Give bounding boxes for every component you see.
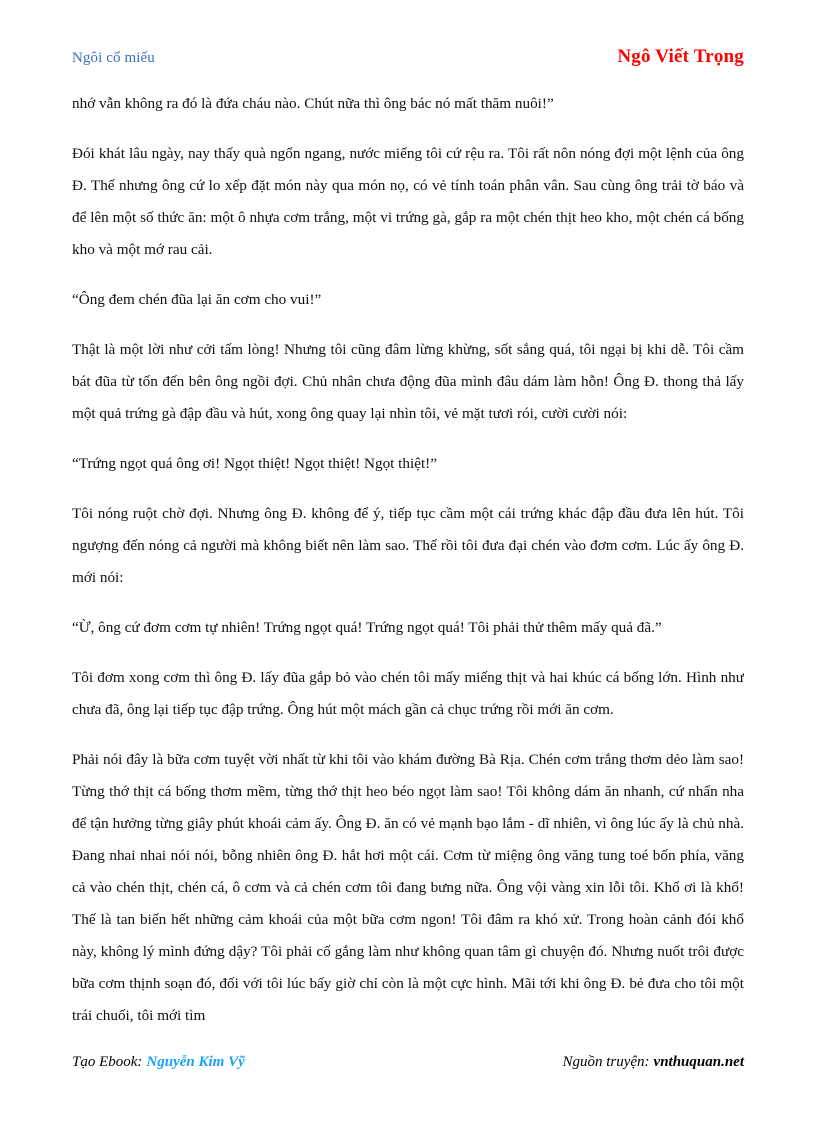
paragraph: Phải nói đây là bữa cơm tuyệt vời nhất từ khi tôi vào khám đường Bà Rịa. Chén cơm trắng thơm dẻo làm sao! Từng thớ thịt cá bống thơm mềm, từng thớ thịt heo béo ngọt làm sao! Tôi không dám ăn nhanh, cứ nhẩn nha để tận hưởng từng giây phút khoái cảm ấy. Ông Đ. ăn có vẻ mạnh bạo lắm - dĩ nhiên, vì ông lúc ấy là chủ nhà. Đang nhai nhai nói nói, bỗng nhiên ông Đ. hắt hơi một cái. Cơm từ miệng ông văng tung toé bốn phía, văng cả vào chén thịt, chén cá, ô cơm và cả chén cơm tôi đang bưng nữa. Ông vội vàng xin lỗi tôi. Khổ ơi là khổ! Thế là tan biến hết những cảm khoái của một bữa cơm ngon! Tôi đâm ra khó xử. Trong hoàn cảnh đói khổ này, không lý mình đứng dậy? Tôi phải cố gắng làm như không quan tâm gì chuyện đó. Nhưng nuốt trôi được bữa cơm thịnh soạn đó, đối với tôi lúc bấy giờ chỉ còn là một cực hình. Mãi tới khi ông Đ. bẻ đưa cho tôi một trái chuối, tôi mới tìm: [72, 751, 744, 1023]
footer-source-label: Nguồn truyện:: [562, 1054, 650, 1070]
footer-creator-name: Nguyễn Kim Vỹ: [146, 1054, 245, 1070]
footer-source-name: vnthuquan.net: [653, 1054, 744, 1070]
paragraph: “Trứng ngọt quá ông ơi! Ngọt thiệt! Ngọt thiệt! Ngọt thiệt!”: [72, 455, 437, 472]
paragraph: Thật là một lời như cởi tấm lòng! Nhưng tôi cũng đâm lừng khừng, sốt sắng quá, tôi ngại bị khi dễ. Tôi cầm bát đũa từ tốn đến bên ông ngồi đợi. Chủ nhân chưa động đũa mình đâu dám làm hỗn! Ông Đ. thong thả lấy một quả trứng gà đập đầu và hút, xong ông quay lại nhìn tôi, vẻ mặt tươi rói, cười cười nói:: [72, 341, 744, 422]
paragraph: nhớ vẫn không ra đó là đứa cháu nào. Chút nữa thì ông bác nó mất thăm nuôi!”: [72, 95, 554, 112]
footer-creator-block: [72, 1054, 245, 1071]
page-header: [72, 46, 744, 76]
header-author-name: Ngô Viết Trọng: [617, 46, 744, 67]
page-footer: [72, 1054, 744, 1080]
paragraph: Tôi đơm xong cơm thì ông Đ. lấy đũa gắp bỏ vào chén tôi mấy miếng thịt và hai khúc cá bống lớn. Hình như chưa đã, ông lại tiếp tục đập trứng. Ông hút một mách gần cả chục trứng rồi mới ăn cơm.: [72, 669, 744, 718]
page-body-text: [72, 88, 744, 1023]
header-book-title: Ngôi cổ miếu: [72, 50, 155, 66]
paragraph: Đói khát lâu ngày, nay thấy quà ngổn ngang, nước miếng tôi cứ rệu ra. Tôi rất nôn nóng đợi một lệnh của ông Đ. Thế nhưng ông cứ lo xếp đặt món này qua món nọ, có vẻ tính toán phân vân. Sau cùng ông trải tờ báo và để lên một số thức ăn: một ô nhựa cơm trắng, một vi trứng gà, gắp ra một chén thịt heo kho, một chén cá bống kho và một mớ rau cải.: [72, 145, 744, 258]
paragraph: “Ông đem chén đũa lại ăn cơm cho vui!”: [72, 291, 322, 308]
footer-source-block: [562, 1054, 744, 1071]
footer-creator-label: Tạo Ebook:: [72, 1054, 143, 1070]
paragraph: “Ừ, ông cứ đơm cơm tự nhiên! Trứng ngọt quá! Trứng ngọt quá! Tôi phải thử thêm mấy quả đã.”: [72, 619, 662, 636]
paragraph: Tôi nóng ruột chờ đợi. Nhưng ông Đ. không để ý, tiếp tục cầm một cái trứng khác đập đầu đưa lên hút. Tôi ngượng đến nóng cả người mà không biết nên làm sao. Thế rồi tôi đưa đại chén vào đơm cơm. Lúc ấy ông Đ. mới nói:: [72, 505, 744, 586]
